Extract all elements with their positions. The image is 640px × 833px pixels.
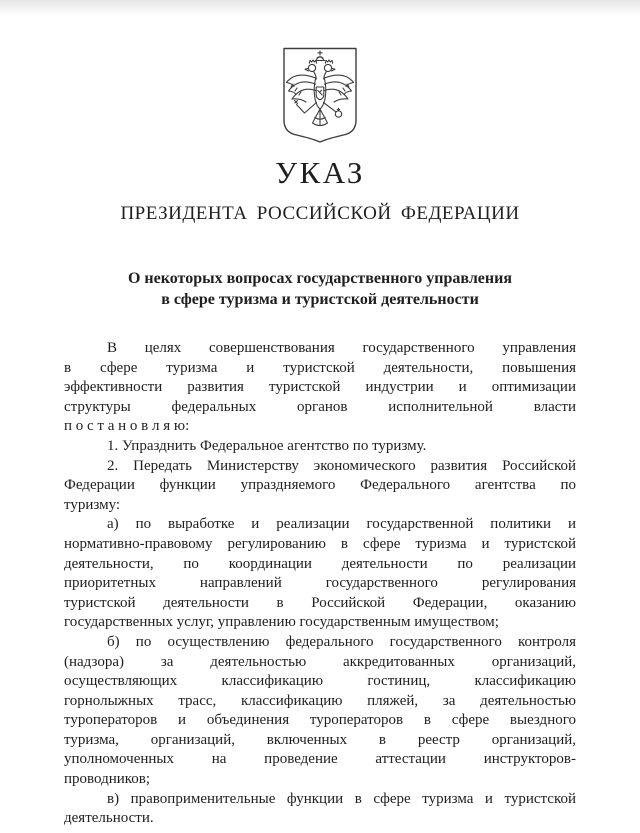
paragraph [64,790,576,829]
text-line: в сфере туризма и туристской деятельности, повышения [64,359,576,376]
paragraph [64,457,576,516]
text-line: туризма, организаций, включенных в реестр организаций, [64,731,576,748]
issuer-line: ПРЕЗИДЕНТА РОССИЙСКОЙ ФЕДЕРАЦИИ [120,203,520,224]
paragraph [64,515,576,633]
text-line: нормативно-правовому регулированию в сфере туризма и туристской [64,535,576,552]
text-line: эффективности развития туристской индустрии и оптимизации [64,379,576,396]
text-line: туроператоров и объединения туроператоров в сфере выездного [64,712,576,729]
text-line: в) правоприменительные функции в сфере туризма и туристской [107,790,576,807]
text-line: осуществляющих классификацию гостиниц, классификацию [64,673,576,690]
text-line: деятельности. [64,810,154,827]
document-body [64,339,576,829]
paragraph [64,437,576,457]
text-line: горнолыжных трасс, классификацию пляжей, за деятельностью [64,692,576,709]
text-line: уполномоченных на проведение аттестации инструкторов- [64,751,576,768]
text-line: б) по осуществлению федерального государственного контроля [107,633,576,650]
text-line: проводников; [64,771,151,788]
text-line: деятельности, по координации деятельности по реализации [64,555,576,572]
text-line: Федерации функции упраздняемого Федерального агентства по [64,477,576,494]
subject-line-2: в сфере туризма и туристской деятельности [161,291,479,308]
subject-line-1: О некоторых вопросах государственного управления [127,270,512,287]
russian-coat-of-arms-icon [279,47,361,143]
text-line: структуры федеральных органов исполнительной власти [64,398,576,415]
text-line: туризму: [64,496,121,513]
text-line: туристской деятельности в Российской Федерации, оказанию [64,594,576,611]
text-line: 2. Передать Министерству экономического развития Российской [107,457,576,474]
text-line: п о с т а н о в л я ю: [64,418,190,435]
text-line: (надзора) за деятельностью аккредитованных организаций, [64,653,576,670]
paragraph [64,633,576,790]
text-line: приоритетных направлений государственного регулирования [64,575,576,592]
text-line: 1. Упразднить Федеральное агентство по туризму. [107,437,427,454]
paragraph [64,339,576,437]
top-shadow [0,0,640,16]
text-line: государственных услуг, управлению государственным имуществом; [64,614,499,631]
text-line: В целях совершенствования государственного управления [107,340,576,356]
decree-subject-title [0,268,640,310]
doc-type-title: УКАЗ [275,155,365,190]
text-line: а) по выработке и реализации государственной политики и [107,516,576,533]
